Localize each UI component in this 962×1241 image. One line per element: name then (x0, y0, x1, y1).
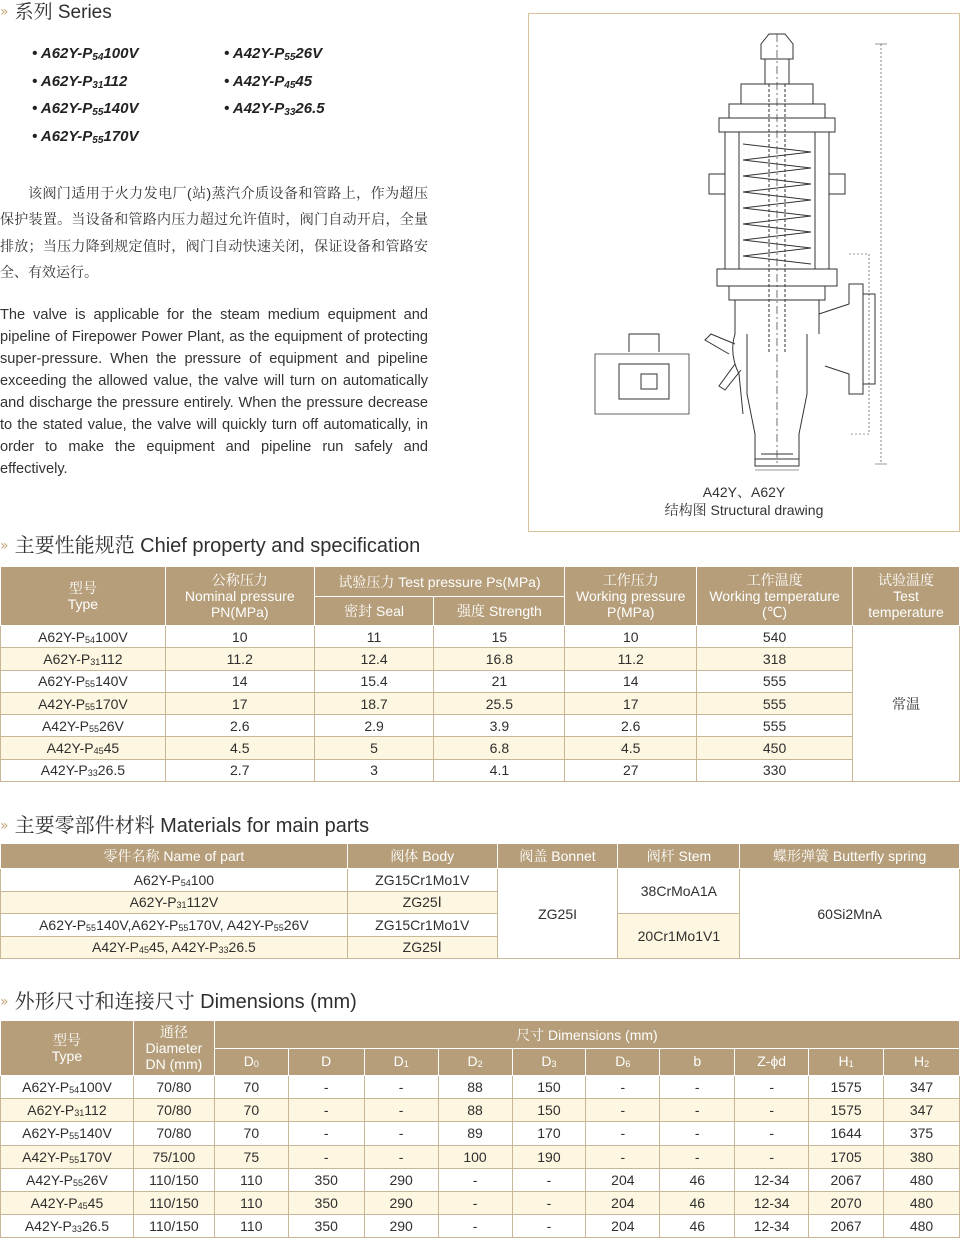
materials-section-title: » 主要零部件材料 Materials for main parts (0, 815, 370, 837)
table-row: $A62Y-P_{55}140V$ 14 15.4 21 14 555 (1, 670, 960, 692)
dim-col-d2: $D_2$ (438, 1049, 512, 1076)
dim-col-d3: $D_3$ (512, 1049, 586, 1076)
table-row: $A42Y-P_{55}170V$ 75/100 75 - - 100 190 - - - 1705 380 (1, 1145, 960, 1168)
table-row: $A42Y-P_{45}45$ 4.5 5 6.8 4.5 450 (1, 737, 960, 759)
drawing-caption-models: A42Y、A62Y (702, 484, 786, 500)
table-row: $A62Y-P_{55}140V,A62Y-P_{55}170V$, $A42Y-P_{55}26V$ ZG15Cr1Mo1V 20Cr1Mo1V1 (1, 914, 960, 937)
materials-header-part: 零件名称 Name of part (1, 844, 348, 869)
double-chevron-icon: » (0, 538, 9, 554)
dim-col-d1: $D_1$ (364, 1049, 438, 1076)
series-list-right (224, 42, 325, 125)
dim-col-b: b (660, 1049, 735, 1076)
materials-header-spring: 蝶形弹簧 Butterfly spring (740, 844, 960, 869)
materials-header-stem: 阀杆 Stem (618, 844, 740, 869)
double-chevron-icon: » (0, 994, 9, 1010)
valve-structural-drawing (529, 14, 959, 474)
spec-header-seal: 密封 Seal (314, 597, 434, 626)
bonnet-material: ZG25I (497, 869, 618, 959)
table-row: $A42Y-P_{45}45$, $A42Y-P_{33}26.5$ ZG25Ⅰ (1, 936, 960, 959)
spec-header-nominal-pressure: 公称压力 Nominal pressure PN(MPa) (165, 567, 314, 626)
dim-header-diameter: 通径 Diameter DN (mm) (133, 1021, 214, 1076)
series-item: • $A42Y-P_{45}45$ (224, 72, 313, 91)
series-list-left (32, 42, 138, 152)
test-temperature-value: 常温 (853, 626, 960, 782)
table-row: $A42Y-P_{33}26.5$ 110/150 110 350 290 - - 204 46 12-34 2067 480 (1, 1215, 960, 1238)
table-row: $A62Y-P_{31}112$ 11.2 12.4 16.8 11.2 318 (1, 648, 960, 670)
drawing-caption (529, 483, 959, 519)
series-item: • $A62Y-P_{31}112$ (32, 72, 128, 91)
table-row: $A42Y-P_{55}26V$ 2.6 2.9 3.9 2.6 555 (1, 715, 960, 737)
dim-header-type: 型号 Type (1, 1021, 134, 1076)
spec-header-working-pressure: 工作压力 Working pressure P(MPa) (565, 567, 697, 626)
description-english: The valve is applicable for the steam medium equipment and pipeline of Firepower Power Plant, as the equipment of protecting super-pressure. When the pressure of equipment and pipeline exceeding the allowed value, the valve will turn on automatically and discharge the pressure entirely. When the pressure decrease to the stated value, the valve will quickly turn off automatically, in order to make the equipment and pipeline run safely and effectively. (0, 307, 428, 477)
double-chevron-icon: » (0, 4, 9, 20)
dim-col-d0: $D_0$ (214, 1049, 288, 1076)
series-item: • $A62Y-P_{55}170V$ (32, 127, 139, 146)
dimensions-section-title: » 外形尺寸和连接尺寸 Dimensions (mm) (0, 991, 357, 1013)
table-row: $A62Y-P_{54}100V$ 10 11 15 10 540 常温 (1, 626, 960, 648)
series-item: • $A42Y-P_{33}26.5$ (224, 100, 325, 118)
stem-material-b: 20Cr1Mo1V1 (618, 914, 740, 959)
table-row: $A62Y-P_{54}100$ ZG15Cr1Mo1V ZG25I 38CrMoA1A 60Si2MnA (1, 869, 960, 892)
materials-header-bonnet: 阀盖 Bonnet (497, 844, 618, 869)
materials-header-body: 阀体 Body (347, 844, 497, 869)
materials-table (0, 843, 960, 959)
spec-section-title: » 主要性能规范 Chief property and specification (0, 535, 421, 557)
table-row: $A42Y-P_{33}26.5$ 2.7 3 4.1 27 330 (1, 759, 960, 781)
double-chevron-icon: » (0, 818, 9, 834)
table-row: $A62Y-P_{54}100V$ 70/80 70 - - 88 150 - - - 1575 347 (1, 1076, 960, 1099)
spec-header-working-temperature: 工作温度 Working temperature (℃) (697, 567, 853, 626)
series-item: • $A42Y-P_{55}26V$ (224, 45, 323, 63)
series-item: • $A62Y-P_{54}100V$ (32, 45, 139, 63)
dimensions-table-body (1, 1076, 960, 1238)
table-row: $A42Y-P_{55}26V$ 110/150 110 350 290 - - 204 46 12-34 2067 480 (1, 1168, 960, 1191)
spec-header-type: 型号 Type (1, 567, 166, 626)
dim-header-dimensions: 尺寸 Dimensions (mm) (214, 1021, 959, 1049)
description-chinese: 该阀门适用于火力发电厂(站)蒸汽介质设备和管路上，作为超压保护装置。当设备和管路内压力超过允许值时，阀门自动开启，全量排放；当压力降到规定值时，阀门自动快速关闭，保证设备和管路安全、有效运行。 (0, 185, 428, 280)
table-row: $A62Y-P_{55}140V$ 70/80 70 - - 89 170 - - - 1644 375 (1, 1122, 960, 1145)
dim-col-z-phi-d: Z-ϕd (735, 1049, 809, 1076)
table-row: $A42Y-P_{55}170V$ 17 18.7 25.5 17 555 (1, 692, 960, 714)
series-item: • $A62Y-P_{55}140V$ (32, 100, 139, 118)
table-row: $A62Y-P_{31}112V$ ZG25Ⅰ (1, 891, 960, 914)
spec-table (0, 566, 960, 782)
table-row: $A42Y-P_{45}45$ 110/150 110 350 290 - - 204 46 12-34 2070 480 (1, 1191, 960, 1214)
spring-material: 60Si2MnA (740, 869, 960, 959)
spec-header-test-temperature: 试验温度 Test temperature (853, 567, 960, 626)
dim-col-d: D (288, 1049, 364, 1076)
drawing-caption-label: 结构图 Structural drawing (664, 502, 824, 518)
dim-col-d6: $D_6$ (586, 1049, 660, 1076)
spec-header-test-pressure: 试验压力 Test pressure Ps(MPa) (314, 567, 565, 597)
dimensions-table (0, 1020, 960, 1238)
spec-header-strength: 强度 Strength (434, 597, 565, 626)
structural-drawing-frame (528, 13, 960, 532)
dim-col-h1: $H_1$ (809, 1049, 884, 1076)
dim-col-h2: $H_2$ (884, 1049, 960, 1076)
stem-material-a: 38CrMoA1A (618, 869, 740, 914)
series-title: » 系列 Series (0, 2, 112, 23)
table-row: $A62Y-P_{31}112$ 70/80 70 - - 88 150 - - - 1575 347 (1, 1099, 960, 1122)
